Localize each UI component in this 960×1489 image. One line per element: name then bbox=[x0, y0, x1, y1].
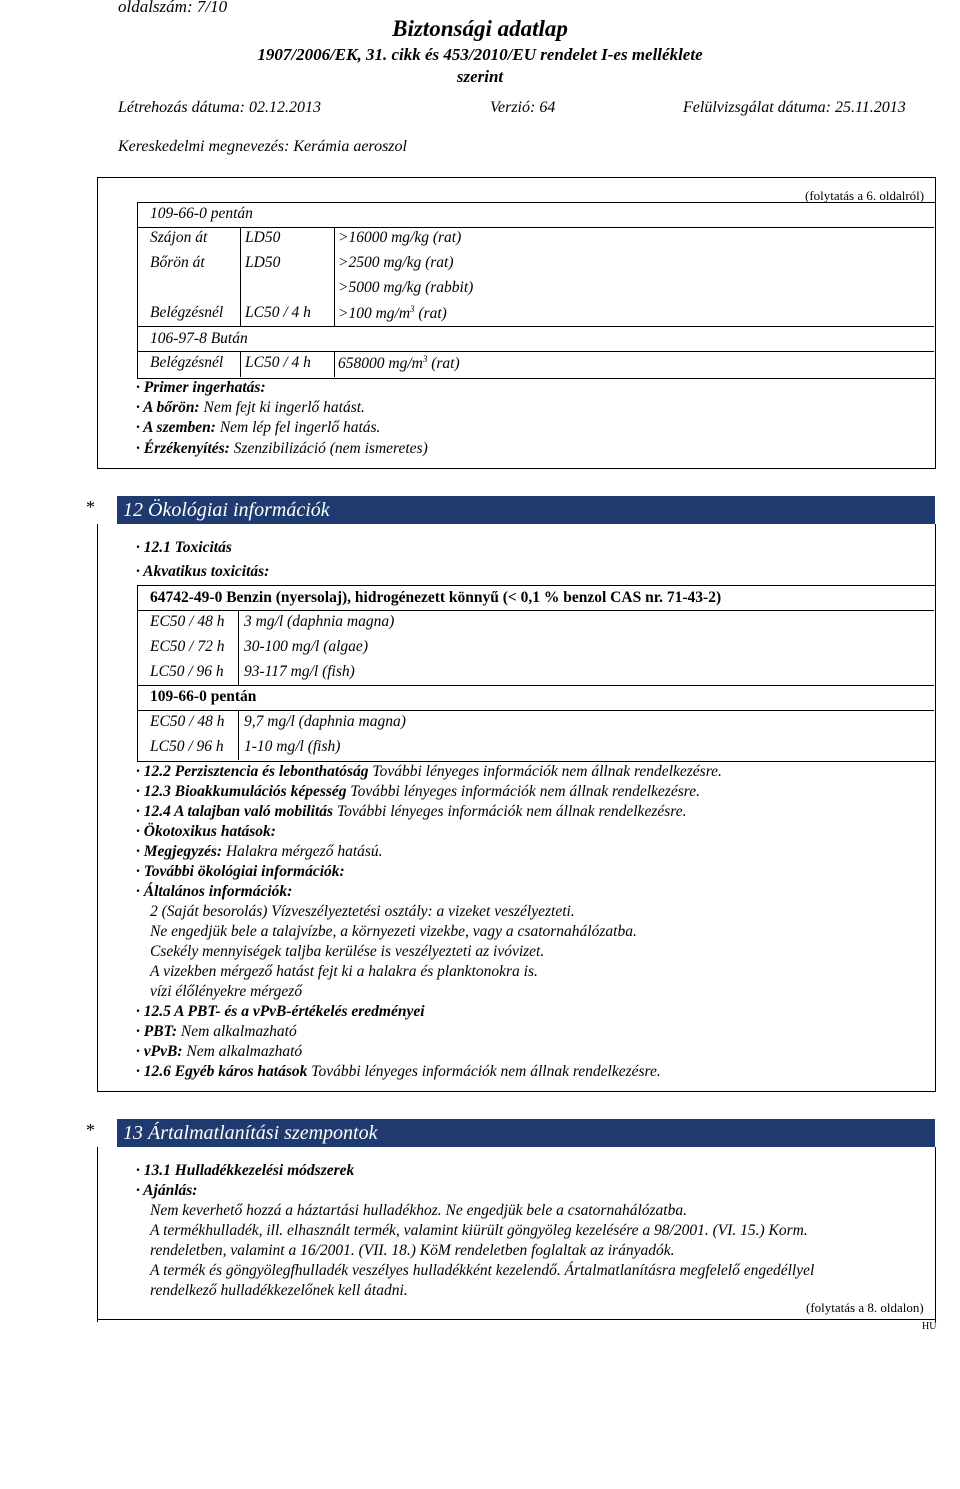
type-cell: LC50 / 4 h bbox=[245, 304, 311, 321]
route-cell: Bőrön át bbox=[150, 254, 205, 271]
regulation-line: 1907/2006/EK, 31. cikk és 453/2010/EU rendelet I-es melléklete bbox=[257, 45, 703, 64]
note-line: · Megjegyzés: Halakra mérgező hatású. bbox=[136, 843, 383, 860]
toxicity-label: · 12.1 Toxicitás bbox=[136, 539, 232, 556]
bioaccumulation-line: · 12.3 Bioakkumulációs képesség További lényeges információk nem állnak rendelkezésre. bbox=[136, 783, 700, 800]
value-cell: 1-10 mg/l (fish) bbox=[244, 738, 341, 755]
table-divider bbox=[137, 685, 934, 686]
mobility-line: · 12.4 A talajban való mobilitás További lényeges információk nem állnak rendelkezésre. bbox=[136, 803, 687, 820]
value-cell: 658000 $mg/m^3$ (rat) bbox=[338, 354, 460, 373]
revised-date: Felülvizsgálat dátuma: 25.11.2013 bbox=[683, 99, 906, 116]
type-cell: LD50 bbox=[245, 254, 281, 271]
pbt-line: · PBT: Nem alkalmazható bbox=[136, 1023, 297, 1040]
recommendation-label: · Ajánlás: bbox=[136, 1182, 198, 1199]
skin-effect: · A bőrön: Nem fejt ki ingerlő hatást. bbox=[136, 399, 365, 416]
document-title: Biztonsági adatlap bbox=[392, 16, 568, 41]
page-number: oldalszám: 7/10 bbox=[118, 0, 228, 16]
recommendation-line: rendeletben, valamint a 16/2001. (VII. 18.) KöM rendeletben foglaltak az irányadók. bbox=[150, 1242, 675, 1259]
type-cell: EC50 / 48 h bbox=[150, 613, 225, 630]
general-info-line: vízi élőlényekre mérgező bbox=[150, 983, 303, 1000]
waste-methods-label: · 13.1 Hulladékkezelési módszerek bbox=[136, 1162, 355, 1179]
type-cell: LC50 / 96 h bbox=[150, 663, 224, 680]
route-cell: Belégzésnél bbox=[150, 304, 224, 321]
continued-from: (folytatás a 6. oldalról) bbox=[805, 188, 925, 203]
regulation-line-2: szerint bbox=[456, 67, 504, 86]
type-cell: LD50 bbox=[245, 229, 281, 246]
created-date: Létrehozás dátuma: 02.12.2013 bbox=[118, 99, 321, 116]
general-info-line: A vizekben mérgező hatást fejt ki a halakra és planktonokra is. bbox=[150, 963, 538, 980]
vpvb-line: · vPvB: Nem alkalmazható bbox=[136, 1043, 303, 1060]
recommendation-line: Nem keverhető hozzá a háztartási hulladékhoz. Ne engedjük bele a csatornahálózatba. bbox=[150, 1202, 687, 1219]
pentane-header: 109-66-0 pentán bbox=[150, 688, 257, 705]
table-divider bbox=[137, 351, 934, 352]
route-cell: Belégzésnél bbox=[150, 354, 224, 371]
further-eco-label: · További ökológiai információk: bbox=[136, 863, 345, 880]
benzin-header: 64742-49-0 Benzin (nyersolaj), hidrogénezett könnyű (< 0,1 % benzol CAS nr. 71-43-2) bbox=[150, 589, 722, 606]
value-cell: >100 $mg/m^3$ (rat) bbox=[338, 304, 447, 323]
recommendation-line: A termékhulladék, ill. elhasznált termék, valamint kiürült göngyöleg kezelésére a 98/2001. (VI. 15.) Korm. bbox=[150, 1222, 808, 1239]
aquatic-toxicity-label: · Akvatikus toxicitás: bbox=[136, 563, 270, 580]
changed-marker: * bbox=[86, 497, 95, 517]
table-divider bbox=[240, 227, 241, 326]
eye-effect: · A szemben: Nem lép fel ingerlő hatás. bbox=[136, 419, 381, 436]
recommendation-line: rendelkező hulladékkezelőnek kell átadni. bbox=[150, 1282, 408, 1299]
table-divider bbox=[240, 351, 241, 377]
general-info-line: Csekély mennyiségek taljba kerülése is veszélyezteti az ivóvizet. bbox=[150, 943, 545, 960]
table-divider bbox=[137, 326, 934, 327]
recommendation-line: A termék és göngyölegfhulladék veszélyes hulladékként kezelendő. Ártalmatlanításra megfelelő engedéllyel bbox=[150, 1262, 815, 1279]
value-cell: >5000 mg/kg (rabbit) bbox=[338, 279, 474, 296]
table-divider bbox=[238, 710, 239, 760]
general-info-label: · Általános információk: bbox=[136, 883, 293, 900]
continued-to: (folytatás a 8. oldalon) bbox=[806, 1300, 924, 1315]
value-cell: >16000 mg/kg (rat) bbox=[338, 229, 462, 246]
table-divider bbox=[238, 610, 239, 685]
pbt-assessment-label: · 12.5 A PBT- és a vPvB-értékelés eredményei bbox=[136, 1003, 425, 1020]
value-cell: 9,7 mg/l (daphnia magna) bbox=[244, 713, 406, 730]
pentane-header: 109-66-0 pentán bbox=[150, 205, 253, 222]
ecotox-label: · Ökotoxikus hatások: bbox=[136, 823, 276, 840]
table-divider bbox=[334, 227, 335, 326]
footer-rule bbox=[97, 1319, 935, 1320]
butane-header: 106-97-8 Bután bbox=[150, 330, 248, 347]
value-cell: 30-100 mg/l (algae) bbox=[244, 638, 368, 655]
section13-heading: 13 Ártalmatlanítási szempontok bbox=[117, 1119, 935, 1147]
trade-name: Kereskedelmi megnevezés: Kerámia aeroszol bbox=[118, 138, 407, 155]
changed-marker: * bbox=[86, 1120, 95, 1140]
value-cell: 93-117 mg/l (fish) bbox=[244, 663, 355, 680]
other-effects-line: · 12.6 Egyéb káros hatások További lényeges információk nem állnak rendelkezésre. bbox=[136, 1063, 661, 1080]
version: Verzió: 64 bbox=[490, 99, 556, 116]
value-cell: 3 mg/l (daphnia magna) bbox=[244, 613, 395, 630]
type-cell: EC50 / 72 h bbox=[150, 638, 225, 655]
route-cell: Szájon át bbox=[150, 229, 208, 246]
value-cell: >2500 mg/kg (rat) bbox=[338, 254, 454, 271]
table-divider bbox=[137, 227, 934, 228]
table-divider bbox=[137, 610, 934, 611]
general-info-line: Ne engedjük bele a talajvízbe, a környezeti vizekbe, vagy a csatornahálózatba. bbox=[150, 923, 637, 940]
type-cell: LC50 / 4 h bbox=[245, 354, 311, 371]
language-code: HU bbox=[922, 1321, 937, 1332]
sensitization: · Érzékenyítés: Szenzibilizáció (nem ismeretes) bbox=[136, 440, 428, 457]
persistence-line: · 12.2 Perzisztencia és lebonthatóság További lényeges információk nem állnak rendelkezésre. bbox=[136, 763, 722, 780]
type-cell: EC50 / 48 h bbox=[150, 713, 225, 730]
section12-heading: 12 Ökológiai információk bbox=[117, 496, 935, 524]
table-divider bbox=[137, 710, 934, 711]
general-info-line: 2 (Saját besorolás) Vízveszélyeztetési osztály: a vizeket veszélyezteti. bbox=[150, 903, 575, 920]
type-cell: LC50 / 96 h bbox=[150, 738, 224, 755]
table-divider bbox=[334, 351, 335, 377]
primary-effects-label: · Primer ingerhatás: bbox=[136, 379, 266, 396]
